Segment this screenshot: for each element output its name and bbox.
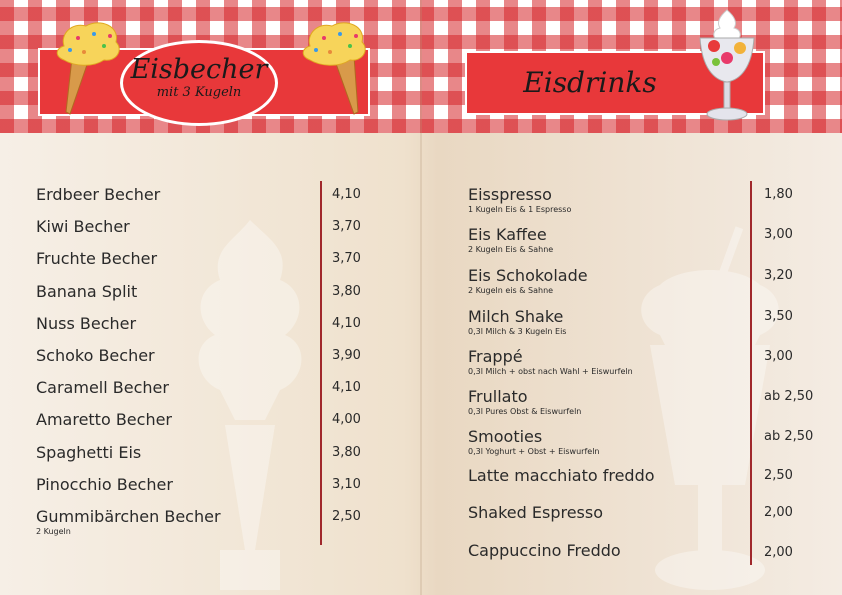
item-price: ab 2,50	[764, 389, 814, 404]
item-name: Frappé	[468, 347, 523, 366]
item-name: Frullato	[468, 387, 528, 406]
left-title-oval	[120, 40, 278, 126]
item-price: 3,00	[764, 227, 793, 242]
item-price: ab 2,50	[764, 429, 814, 444]
item-price: 3,80	[332, 284, 361, 299]
left-title: Eisbecher	[130, 54, 268, 85]
item-name: Eis Schokolade	[468, 266, 588, 285]
item-price: 3,00	[764, 349, 793, 364]
item-price: 2,50	[764, 468, 793, 483]
item-name: Latte macchiato freddo	[468, 466, 655, 485]
item-price: 3,80	[332, 445, 361, 460]
item-price: 3,70	[332, 251, 361, 266]
item-name: Gummibärchen Becher	[36, 507, 221, 526]
right-title: Eisdrinks	[523, 66, 657, 99]
page-fold	[420, 0, 422, 595]
item-price: 4,10	[332, 380, 361, 395]
item-price: 3,90	[332, 348, 361, 363]
ice-cream-cone-icon	[50, 16, 130, 116]
right-divider-line	[750, 181, 752, 565]
item-price: 1,80	[764, 187, 793, 202]
item-note: 0,3l Milch & 3 Kugeln Eis	[468, 327, 567, 336]
item-name: Eisspresso	[468, 185, 552, 204]
item-name: Fruchte Becher	[36, 249, 158, 268]
item-note: 2 Kugeln eis & Sahne	[468, 286, 554, 295]
item-note: 2 Kugeln	[36, 527, 71, 536]
item-name: Cappuccino Freddo	[468, 541, 621, 560]
item-name: Amaretto Becher	[36, 410, 173, 429]
item-name: Smooties	[468, 427, 543, 446]
item-name: Milch Shake	[468, 307, 564, 326]
item-name: Spaghetti Eis	[36, 443, 142, 462]
item-name: Erdbeer Becher	[36, 185, 161, 204]
left-divider-line	[320, 181, 322, 545]
item-note: 0,3l Milch + obst nach Wahl + Eiswurfeln	[468, 367, 633, 376]
left-subtitle: mit 3 Kugeln	[156, 85, 242, 100]
sundae-glass-icon	[692, 8, 762, 126]
ice-cream-cone-icon	[296, 16, 376, 116]
item-note: 0,3l Pures Obst & Eiswurfeln	[468, 407, 582, 416]
item-name: Banana Split	[36, 282, 138, 301]
item-price: 3,50	[764, 309, 793, 324]
item-name: Nuss Becher	[36, 314, 137, 333]
item-price: 3,10	[332, 477, 361, 492]
item-note: 2 Kugeln Eis & Sahne	[468, 245, 554, 254]
item-price: 2,00	[764, 545, 793, 560]
item-name: Pinocchio Becher	[36, 475, 173, 494]
right-menu-list	[468, 185, 818, 575]
left-menu-list	[36, 185, 366, 555]
item-price: 4,10	[332, 187, 361, 202]
item-price: 3,20	[764, 268, 793, 283]
item-price: 2,50	[332, 509, 361, 524]
item-name: Caramell Becher	[36, 378, 169, 397]
item-name: Eis Kaffee	[468, 225, 547, 244]
item-price: 2,00	[764, 505, 793, 520]
item-price: 4,10	[332, 316, 361, 331]
item-price: 4,00	[332, 412, 361, 427]
item-note: 1 Kugeln Eis & 1 Espresso	[468, 205, 572, 214]
item-price: 3,70	[332, 219, 361, 234]
item-name: Shaked Espresso	[468, 503, 604, 522]
item-note: 0,3l Yoghurt + Obst + Eiswurfeln	[468, 447, 600, 456]
item-name: Kiwi Becher	[36, 217, 130, 236]
item-name: Schoko Becher	[36, 346, 155, 365]
